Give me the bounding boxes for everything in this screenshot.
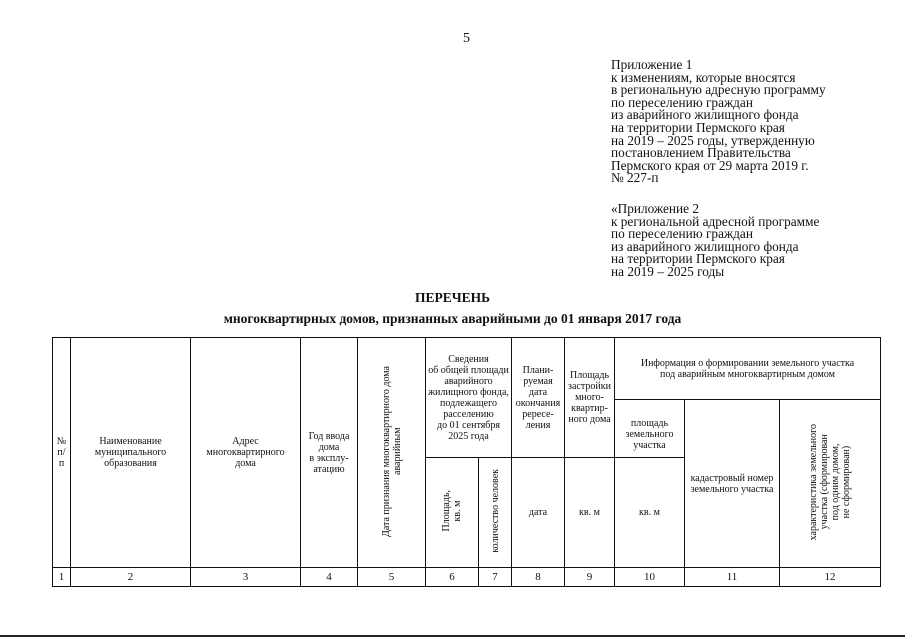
page-number: 5	[463, 31, 470, 46]
column-number: 8	[512, 568, 565, 587]
header-planned-date: Плани- руемая дата окончания pересе- ления	[512, 338, 565, 458]
header-municipality: Наименование муниципального образования	[71, 338, 191, 568]
header-development-area: Площадь застройки много- квартир- ного дома	[565, 338, 615, 458]
appendix-1-line: на территории Пермского края	[611, 119, 785, 135]
appendix-1-line: на 2019 – 2025 годы, утвержденную	[611, 132, 815, 148]
page-bottom-rule	[0, 635, 905, 637]
column-number: 7	[479, 568, 512, 587]
header-area: Площадь, кв. м	[441, 490, 463, 532]
appendix-1-line: Приложение 1	[611, 57, 693, 72]
column-number: 11	[685, 568, 780, 587]
column-number: 3	[191, 568, 301, 587]
unit-development-area: кв. м	[565, 458, 615, 568]
appendix-2-line: «Приложение 2	[611, 200, 699, 216]
column-number: 4	[301, 568, 358, 587]
header-land-characteristic: характеристика земельного участка (сформирован под одним домом, не сформирован)	[808, 423, 853, 541]
appendix-1	[611, 59, 901, 185]
appendix-1-line: из аварийного жилищного фонда	[611, 107, 799, 123]
appendix-2-line: на территории Пермского края	[611, 251, 785, 267]
header-emergency-date: Дата признания многоквартирного дома аварийным	[380, 365, 403, 537]
header-land-characteristic-cell	[780, 400, 881, 568]
column-number: 2	[71, 568, 191, 587]
header-people-cell	[479, 458, 512, 568]
header-land-area: площадь земельного участка	[615, 400, 685, 458]
column-number-row	[53, 568, 881, 587]
houses-table	[52, 337, 881, 587]
document-title: ПЕРЕЧЕНЬ	[414, 290, 491, 305]
appendix-1-line: по переселению граждан	[611, 94, 753, 110]
appendix-1-line: постановлением Правительства	[611, 145, 791, 161]
column-number: 10	[615, 568, 685, 587]
appendix-2-line: по переселению граждан	[611, 226, 753, 242]
header-people: количество человек	[489, 469, 501, 553]
appendix-2	[611, 200, 901, 279]
appendix-2-line: из аварийного жилищного фонда	[611, 238, 799, 254]
header-area-info: Сведения об общей площади аварийного жилищного фонда, подлежащего расселению до 01 сентября 2025 года	[426, 338, 512, 458]
appendix-1-line: в региональную адресную программу	[611, 82, 826, 98]
document-subtitle: многоквартирных домов, признанных аварийными до 01 января 2017 года	[223, 311, 682, 326]
appendix-1-line: к изменениям, которые вносятся	[611, 69, 796, 85]
column-number: 6	[426, 568, 479, 587]
column-number: 12	[780, 568, 881, 587]
unit-planned-date: дата	[512, 458, 565, 568]
header-num: № п/п	[53, 338, 71, 568]
unit-land-area: кв. м	[615, 458, 685, 568]
header-emergency-date-cell	[358, 338, 426, 568]
appendix-2-line: на 2019 – 2025 годы	[611, 263, 725, 279]
column-number: 9	[565, 568, 615, 587]
appendix-1-line: № 227-п	[611, 170, 659, 186]
column-number: 1	[53, 568, 71, 587]
header-land-info: Информация о формировании земельного участка под аварийным многоквартирным домом	[615, 338, 881, 400]
header-cadastral-number: кадастровый номер земельного участка	[685, 400, 780, 568]
appendix-2-line: к региональной адресной программе	[611, 213, 820, 229]
appendix-1-line: Пермского края от 29 марта 2019 г.	[611, 157, 809, 173]
header-address: Адрес многоквартирного дома	[191, 338, 301, 568]
appendix-block	[611, 59, 901, 279]
header-commission-year: Год ввода дома в эксплу- атацию	[301, 338, 358, 568]
column-number: 5	[358, 568, 426, 587]
header-area-cell	[426, 458, 479, 568]
